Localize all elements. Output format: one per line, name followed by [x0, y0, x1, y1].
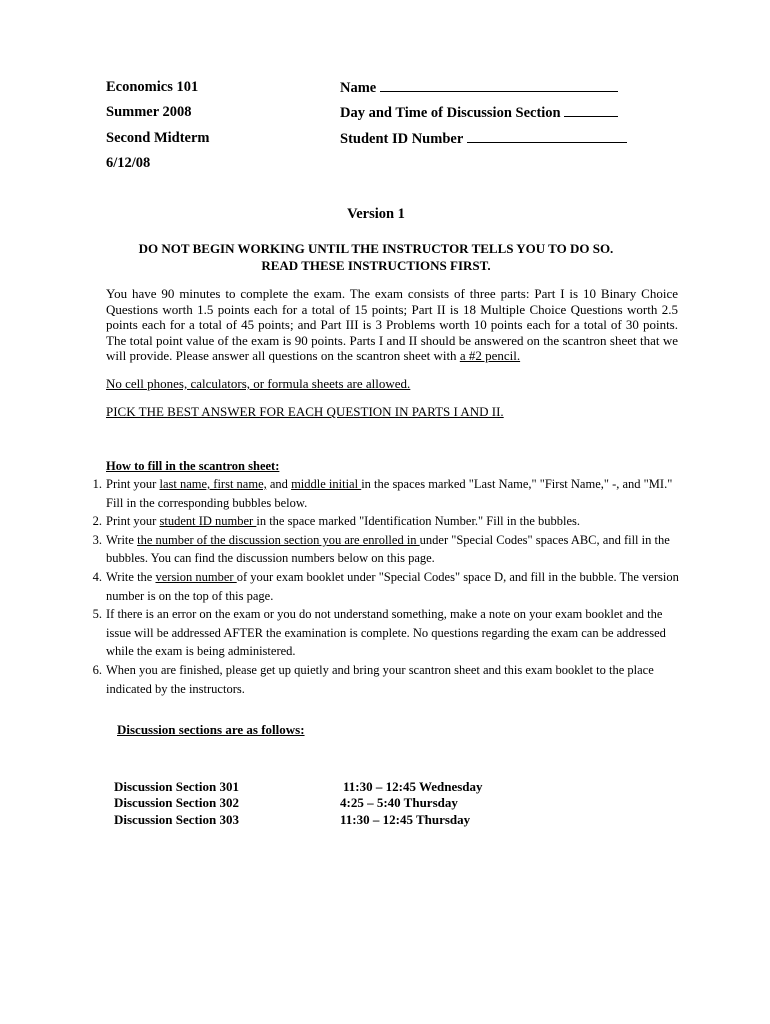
step-text: and: [266, 477, 292, 491]
step-number: 3.: [92, 532, 102, 547]
step-number: 6.: [92, 662, 102, 677]
list-item: [92, 661, 680, 698]
step-text: Print your: [106, 477, 160, 491]
list-item: [92, 531, 680, 568]
step-text: Write: [106, 532, 138, 547]
step-number: 1.: [92, 477, 102, 491]
scantron-instructions-title: How to fill in the scantron sheet:: [106, 459, 280, 473]
warning-line-2: READ THESE INSTRUCTIONS FIRST.: [261, 258, 491, 273]
discussion-section-name: Discussion Section 301: [114, 779, 239, 794]
step-text: Print your: [106, 514, 160, 529]
step-underlined-text: version number: [155, 569, 237, 584]
discussion-section-time: 4:25 – 5:40 Thursday: [340, 795, 458, 810]
discussion-section-blank[interactable]: [564, 104, 618, 117]
term: Summer 2008: [106, 104, 192, 120]
pick-best-answer-rule: PICK THE BEST ANSWER FOR EACH QUESTION IN PARTS I AND II.: [106, 404, 504, 419]
exam-title: Second Midterm: [106, 130, 210, 146]
step-underlined-text: student ID number: [159, 514, 257, 529]
step-text: Write the: [106, 569, 156, 584]
exam-date: 6/12/08: [106, 155, 151, 171]
step-text: of your exam booklet under "Special Codes" space D, and fill in the bubble. The version number is on the top of this page.: [106, 569, 679, 603]
list-item: [92, 568, 680, 605]
step-underlined-text: the number of the discussion section you are enrolled in: [137, 532, 420, 547]
discussion-sections-title: Discussion sections are as follows:: [117, 722, 305, 737]
list-item: [92, 512, 680, 531]
step-text: in the space marked "Identification Number." Fill in the bubbles.: [256, 514, 581, 529]
intro-paragraph: [106, 286, 678, 364]
discussion-section-name: Discussion Section 302: [114, 795, 239, 810]
intro-text: You have 90 minutes to complete the exam. The exam consists of three parts: Part I is 10 Binary Choice Questions worth 1.5 points each for a total of 15 points; Part II is 18 Multiple Choice Questions worth 2.5 points each for a total of 45 points; and Part III is 3 Problems worth 10 points each for a total of 30 points. The total point value of the exam is 90 points. Parts I and II should be answered on the scantron sheet that we will provide. Please answer all questions on the scantron sheet with: [106, 286, 678, 363]
warning-line-1: DO NOT BEGIN WORKING UNTIL THE INSTRUCTOR TELLS YOU TO DO SO.: [138, 241, 614, 256]
student-id-field[interactable]: [340, 130, 627, 148]
step-text: If there is an error on the exam or you do not understand something, make a note on your exam booklet and the issue will be addressed AFTER the examination is complete. No questions regarding the exam can be addressed while the exam is being administered.: [106, 607, 666, 659]
discussion-section-label: Day and Time of Discussion Section: [340, 105, 561, 121]
step-number: 4.: [92, 569, 102, 584]
student-id-label: Student ID Number: [340, 131, 464, 147]
step-text: in the spaces marked "Last Name," "First Name," -, and "MI." Fill in the corresponding bubbles below.: [106, 477, 673, 510]
discussion-section-name: Discussion Section 303: [114, 812, 239, 827]
student-id-blank[interactable]: [467, 130, 627, 143]
course-name: Economics 101: [106, 79, 199, 95]
discussion-section-time: 11:30 – 12:45 Wednesday: [343, 779, 483, 794]
name-blank[interactable]: [380, 79, 618, 92]
discussion-section-field[interactable]: [340, 104, 618, 122]
step-number: 5.: [92, 607, 102, 622]
no-devices-rule: No cell phones, calculators, or formula sheets are allowed.: [106, 376, 411, 391]
step-number: 2.: [92, 514, 102, 529]
step-underlined-text: middle initial: [291, 477, 362, 491]
step-text: When you are finished, please get up quietly and bring your scantron sheet and this exam booklet to the place indicated by the instructors.: [106, 662, 654, 696]
name-label: Name: [340, 80, 377, 96]
pencil-requirement: a #2 pencil.: [459, 348, 521, 363]
name-field[interactable]: [340, 79, 618, 97]
step-underlined-text: last name, first name,: [159, 477, 267, 491]
step-text: under "Special Codes" spaces ABC, and fill in the bubbles. You can find the discussion numbers below on this page.: [106, 532, 670, 566]
list-item: [92, 475, 680, 512]
discussion-section-time: 11:30 – 12:45 Thursday: [340, 812, 471, 827]
exam-version: Version 1: [347, 206, 405, 222]
scantron-steps-list: [92, 475, 680, 698]
list-item: [92, 605, 680, 661]
